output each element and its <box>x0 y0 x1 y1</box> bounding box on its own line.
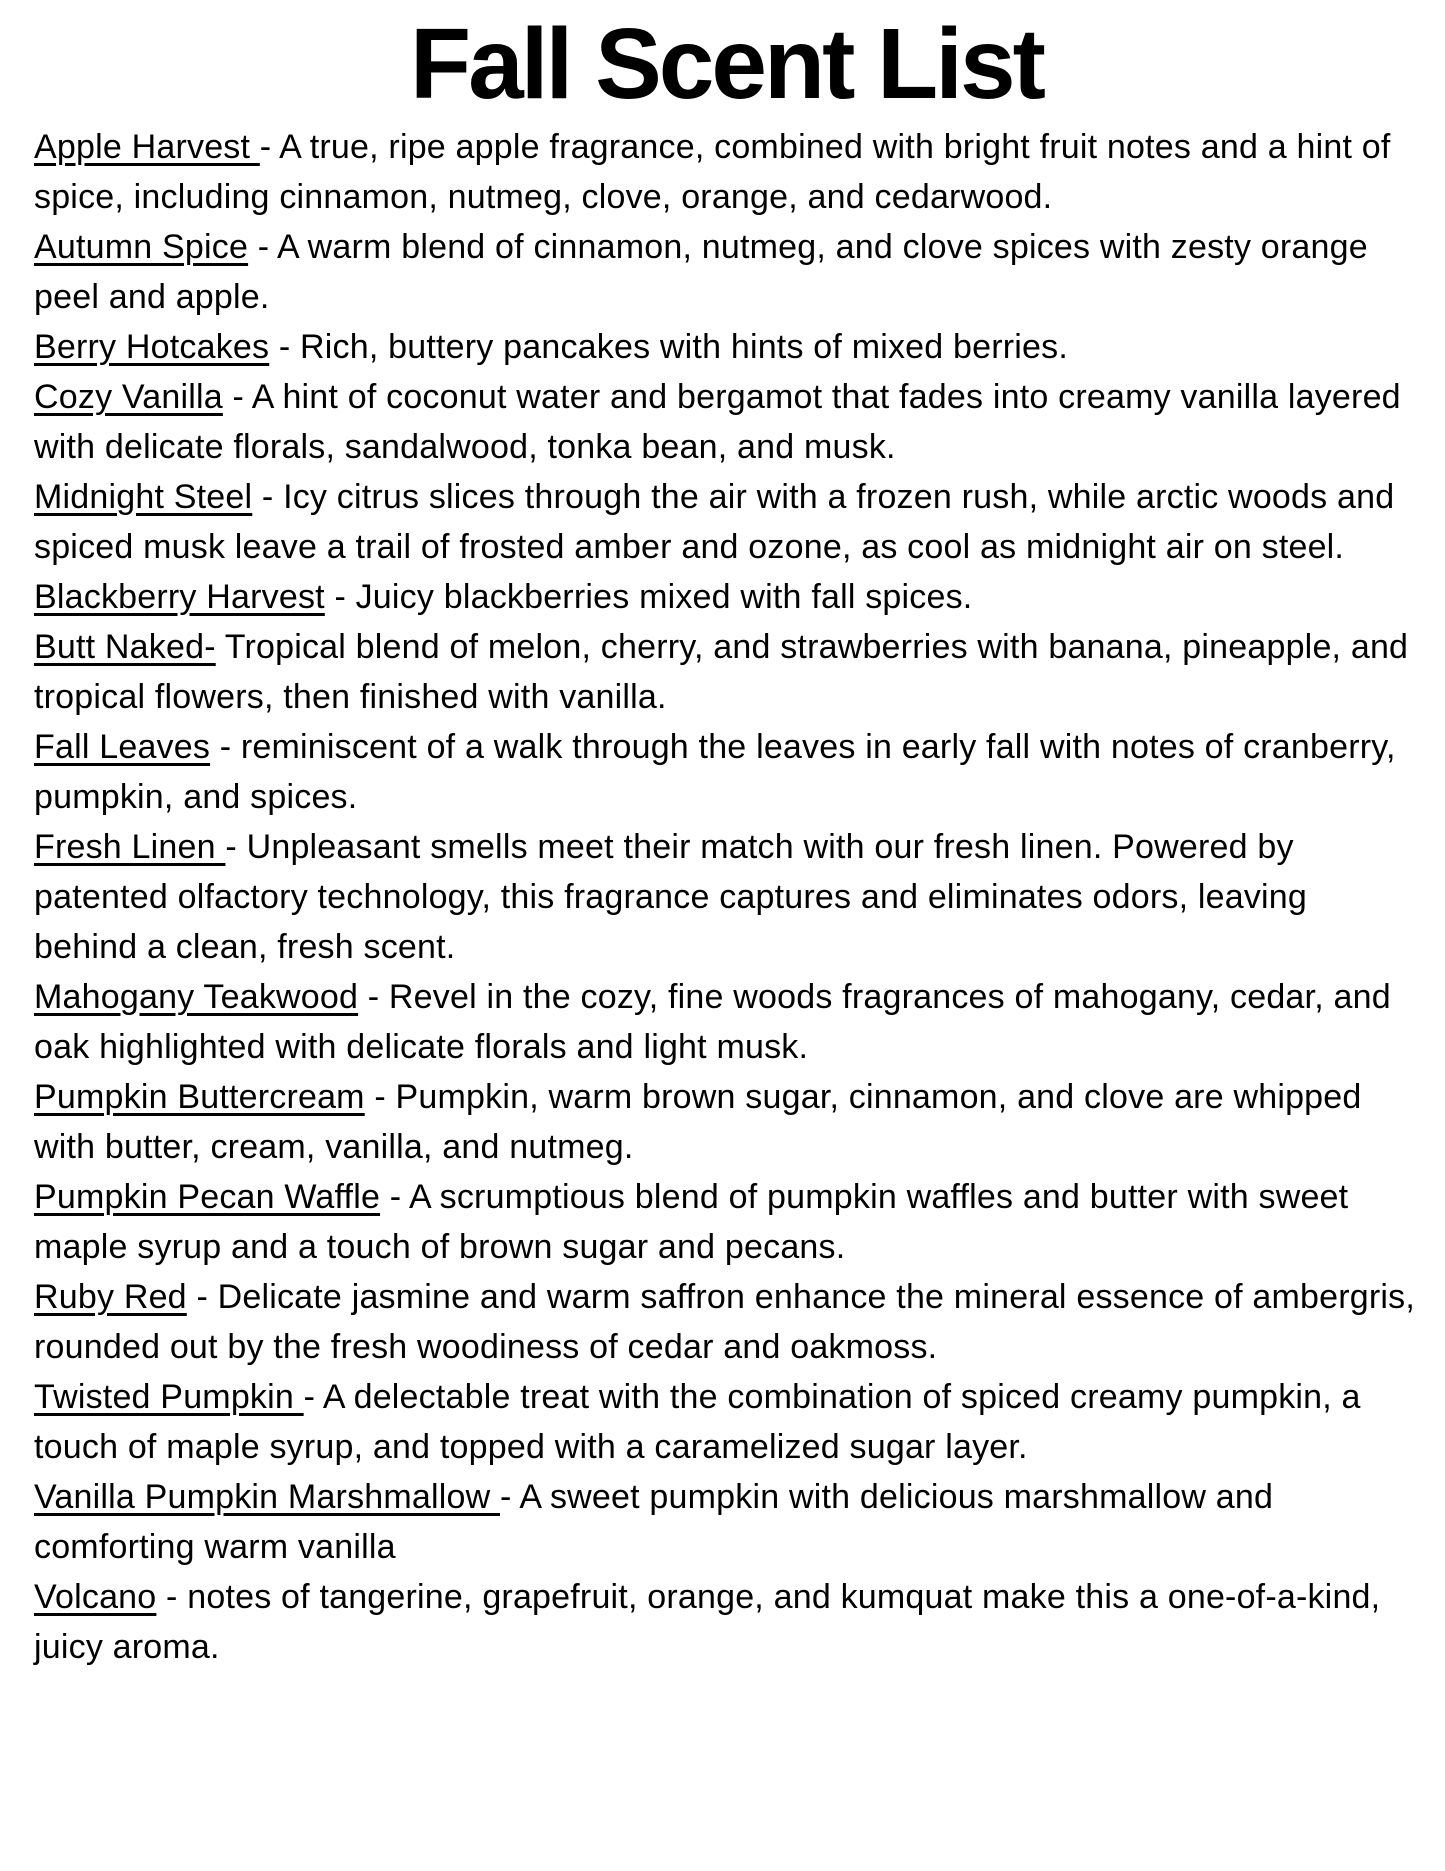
scent-description: - notes of tangerine, grapefruit, orange, and kumquat make this a one-of-a-kind, juicy aroma. <box>34 1578 1381 1666</box>
scent-entry <box>34 722 1419 822</box>
scent-entry <box>34 972 1419 1072</box>
scent-description: - Pumpkin, warm brown sugar, cinnamon, and clove are whipped with butter, cream, vanilla, and nutmeg. <box>34 1078 1362 1166</box>
scent-name: Butt Naked- <box>34 628 216 666</box>
scent-entry <box>34 322 1419 372</box>
scent-description: - Rich, buttery pancakes with hints of mixed berries. <box>269 328 1069 366</box>
scent-entry <box>34 572 1419 622</box>
scent-name: Vanilla Pumpkin Marshmallow <box>34 1478 501 1516</box>
scent-entry <box>34 622 1419 722</box>
scent-entry <box>34 372 1419 472</box>
scent-description: - reminiscent of a walk through the leaves in early fall with notes of cranberry, pumpkin, and spices. <box>34 728 1396 816</box>
scent-list <box>34 122 1419 1672</box>
scent-description: - A delectable treat with the combination of spiced creamy pumpkin, a touch of maple syrup, and topped with a caramelized sugar layer. <box>34 1378 1361 1466</box>
scent-name: Apple Harvest <box>34 128 260 166</box>
scent-entry <box>34 1472 1419 1572</box>
scent-description: - Delicate jasmine and warm saffron enhance the mineral essence of ambergris, rounded out by the fresh woodiness of cedar and oakmoss. <box>34 1278 1416 1366</box>
scent-entry <box>34 1272 1419 1372</box>
scent-entry <box>34 122 1419 222</box>
scent-name: Autumn Spice <box>34 228 249 266</box>
scent-name: Pumpkin Buttercream <box>34 1078 365 1116</box>
scent-description: - Icy citrus slices through the air with a frozen rush, while arctic woods and spiced musk leave a trail of frosted amber and ozone, as cool as midnight air on steel. <box>34 478 1395 566</box>
scent-name: Midnight Steel <box>34 478 253 516</box>
scent-description: - A scrumptious blend of pumpkin waffles and butter with sweet maple syrup and a touch of brown sugar and pecans. <box>34 1178 1349 1266</box>
scent-entry <box>34 222 1419 322</box>
scent-description: - A sweet pumpkin with delicious marshmallow and comforting warm vanilla <box>34 1478 1274 1566</box>
scent-entry <box>34 822 1419 972</box>
scent-name: Mahogany Teakwood <box>34 978 359 1016</box>
scent-entry <box>34 472 1419 572</box>
scent-description: - Juicy blackberries mixed with fall spices. <box>324 578 973 616</box>
scent-name: Cozy Vanilla <box>34 378 223 416</box>
scent-name: Volcano <box>34 1578 157 1616</box>
scent-description: - Revel in the cozy, fine woods fragrances of mahogany, cedar, and oak highlighted with delicate florals and light musk. <box>34 978 1391 1066</box>
scent-name: Ruby Red <box>34 1278 187 1316</box>
scent-description: - Unpleasant smells meet their match with our fresh linen. Powered by patented olfactory technology, this fragrance captures and eliminates odors, leaving behind a clean, fresh scent. <box>34 828 1308 966</box>
scent-entry <box>34 1072 1419 1172</box>
scent-name: Twisted Pumpkin <box>34 1378 304 1416</box>
scent-name: Fall Leaves <box>34 728 211 766</box>
page-title: Fall Scent List <box>410 8 1043 120</box>
scent-name: Berry Hotcakes <box>34 328 270 366</box>
scent-description: - A true, ripe apple fragrance, combined with bright fruit notes and a hint of spice, including cinnamon, nutmeg, clove, orange, and cedarwood. <box>34 128 1391 216</box>
scent-name: Fresh Linen <box>34 828 226 866</box>
scent-entry <box>34 1572 1419 1672</box>
scent-description: - A warm blend of cinnamon, nutmeg, and clove spices with zesty orange peel and apple. <box>34 228 1368 316</box>
scent-entry <box>34 1172 1419 1272</box>
scent-description: Tropical blend of melon, cherry, and strawberries with banana, pineapple, and tropical flowers, then finished with vanilla. <box>34 628 1409 716</box>
scent-name: Pumpkin Pecan Waffle <box>34 1178 381 1216</box>
scent-description: - A hint of coconut water and bergamot that fades into creamy vanilla layered with delicate florals, sandalwood, tonka bean, and musk. <box>34 378 1401 466</box>
scent-name: Blackberry Harvest <box>34 578 325 616</box>
scent-entry <box>34 1372 1419 1472</box>
